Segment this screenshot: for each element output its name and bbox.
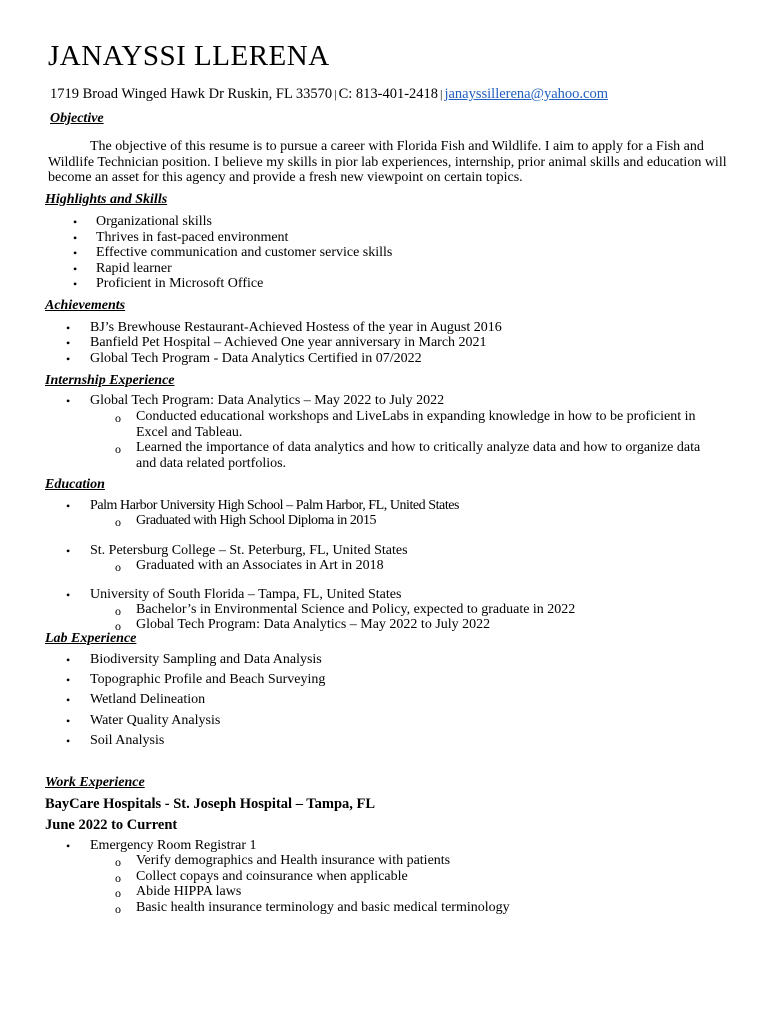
sub-bullet: o bbox=[115, 411, 121, 425]
education-heading: Education bbox=[45, 477, 105, 492]
sub-item: Bachelor’s in Environmental Science and Policy, expected to graduate in 2022 bbox=[136, 602, 576, 617]
bullet: • bbox=[66, 588, 71, 602]
duty-item: Basic health insurance terminology and basic medical terminology bbox=[136, 900, 510, 915]
school-name: Palm Harbor University High School – Palm Harbor, FL, United States bbox=[90, 498, 460, 513]
job-title: Emergency Room Registrar 1 bbox=[90, 838, 257, 853]
bullet: • bbox=[73, 215, 78, 229]
objective-heading: Objective bbox=[50, 111, 104, 126]
bullet: • bbox=[66, 499, 71, 513]
bullet: • bbox=[66, 714, 71, 728]
list-item: Banfield Pet Hospital – Achieved One year anniversary in March 2021 bbox=[90, 335, 487, 350]
list-item: Effective communication and customer service skills bbox=[96, 245, 393, 260]
resume-name: JANAYSSI LLERENA bbox=[48, 40, 330, 72]
duty-item: Abide HIPPA laws bbox=[136, 884, 242, 899]
list-item: Rapid learner bbox=[96, 261, 172, 276]
sub-bullet: o bbox=[115, 886, 121, 900]
sub-item: Graduated with High School Diploma in 2015 bbox=[136, 513, 377, 528]
duty-item: Verify demographics and Health insurance with patients bbox=[136, 853, 451, 868]
list-item: Proficient in Microsoft Office bbox=[96, 276, 264, 291]
objective-text: The objective of this resume is to pursue a career with Florida Fish and Wildlife. I aim to apply for a Fish and Wildlife Technician position. I believe my skills in pior lab experiences, internship, prior animal skills and education will become an asset for this agency and provide a fresh new viewpoint on certain topics. bbox=[48, 139, 727, 185]
list-item: Soil Analysis bbox=[90, 733, 165, 748]
sub-bullet: o bbox=[115, 871, 121, 885]
internship-heading: Internship Experience bbox=[45, 373, 175, 388]
list-item: Biodiversity Sampling and Data Analysis bbox=[90, 652, 322, 667]
sub-bullet: o bbox=[115, 442, 121, 456]
address: 1719 Broad Winged Hawk Dr Ruskin, FL 33570 bbox=[50, 86, 333, 102]
bullet: • bbox=[66, 839, 71, 853]
lab-heading: Lab Experience bbox=[45, 631, 137, 646]
list-item: Organizational skills bbox=[96, 214, 212, 229]
sub-bullet: o bbox=[115, 855, 121, 869]
email-link[interactable]: janayssillerena@yahoo.com bbox=[444, 86, 608, 102]
sub-item: Learned the importance of data analytics and how to critically analyze data and how to organize data bbox=[136, 440, 701, 455]
list-item: Thrives in fast-paced environment bbox=[96, 230, 289, 245]
sub-item-continued: Excel and Tableau. bbox=[136, 425, 243, 440]
list-item: Water Quality Analysis bbox=[90, 713, 221, 728]
bullet: • bbox=[73, 277, 78, 291]
bullet: • bbox=[66, 673, 71, 687]
bullet: • bbox=[66, 352, 71, 366]
bullet: • bbox=[66, 734, 71, 748]
work-heading: Work Experience bbox=[45, 775, 145, 790]
phone: C: 813-401-2418 bbox=[338, 86, 439, 102]
contact-line bbox=[50, 86, 608, 103]
sub-item: Graduated with an Associates in Art in 2018 bbox=[136, 558, 384, 573]
separator: | bbox=[334, 87, 337, 101]
duty-item: Collect copays and coinsurance when applicable bbox=[136, 869, 408, 884]
employment-dates: June 2022 to Current bbox=[45, 817, 178, 833]
bullet: • bbox=[73, 262, 78, 276]
bullet: • bbox=[66, 321, 71, 335]
sub-item: Global Tech Program: Data Analytics – May 2022 to July 2022 bbox=[136, 617, 491, 632]
achievements-heading: Achievements bbox=[45, 298, 126, 313]
sub-item: Conducted educational workshops and LiveLabs in expanding knowledge in how to be proficient in bbox=[136, 409, 696, 424]
bullet: • bbox=[66, 544, 71, 558]
school-name: St. Petersburg College – St. Peterburg, FL, United States bbox=[90, 543, 408, 558]
bullet: • bbox=[66, 653, 71, 667]
sub-bullet: o bbox=[115, 902, 121, 916]
list-item: Global Tech Program - Data Analytics Certified in 07/2022 bbox=[90, 351, 422, 366]
sub-bullet: o bbox=[115, 560, 121, 574]
sub-bullet: o bbox=[115, 604, 121, 618]
bullet: • bbox=[66, 336, 71, 350]
highlights-heading: Highlights and Skills bbox=[45, 192, 168, 207]
list-item: Topographic Profile and Beach Surveying bbox=[90, 672, 326, 687]
bullet: • bbox=[73, 246, 78, 260]
employer: BayCare Hospitals - St. Joseph Hospital – Tampa, FL bbox=[45, 796, 376, 812]
school-name: University of South Florida – Tampa, FL, United States bbox=[90, 587, 402, 602]
list-item: Global Tech Program: Data Analytics – May 2022 to July 2022 bbox=[90, 393, 445, 408]
list-item: Wetland Delineation bbox=[90, 692, 206, 707]
bullet: • bbox=[73, 231, 78, 245]
sub-bullet: o bbox=[115, 619, 121, 633]
sub-item-continued: and data related portfolios. bbox=[136, 456, 287, 471]
list-item: BJ’s Brewhouse Restaurant-Achieved Hostess of the year in August 2016 bbox=[90, 320, 502, 335]
sub-bullet: o bbox=[115, 515, 121, 529]
separator: | bbox=[440, 87, 443, 101]
bullet: • bbox=[66, 693, 71, 707]
bullet: • bbox=[66, 394, 71, 408]
